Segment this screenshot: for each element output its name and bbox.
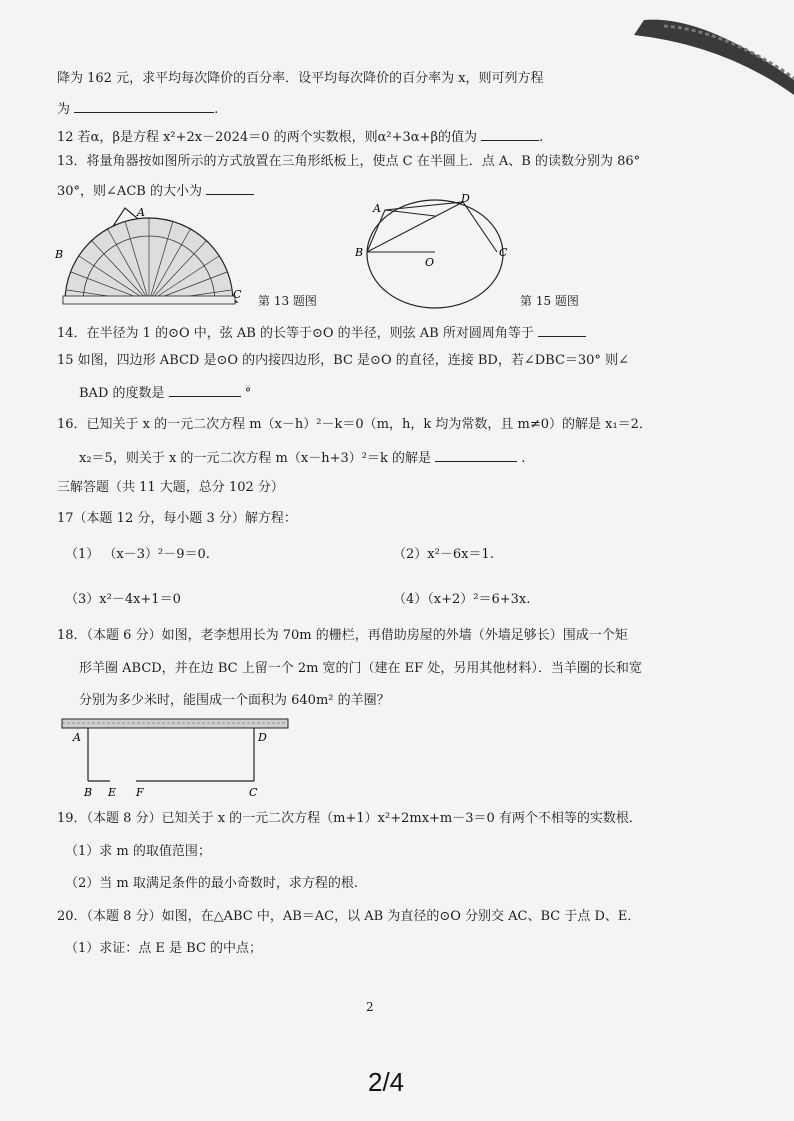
fig18-label-c: C (249, 786, 258, 799)
fig15-label-c: C (499, 246, 508, 259)
q11-prefix: 为 (57, 102, 71, 117)
q19-part1: （1）求 m 的取值范围； (65, 844, 211, 859)
q17-part1: （1） （x－3）²－9＝0. (65, 547, 210, 562)
q13-answer-blank[interactable] (206, 180, 254, 195)
fig15-label-a: A (373, 202, 381, 215)
fig18-label-a: A (73, 731, 81, 744)
q19-part2: （2）当 m 取满足条件的最小奇数时，求方程的根. (65, 876, 358, 891)
q14 (57, 322, 586, 343)
q13-line2 (57, 180, 254, 201)
q16-line1: 16．已知关于 x 的一元二次方程 m（x－h）²－k＝0（m，h，k 均为常数，且 m≠0）的解是 x₁＝2． (57, 417, 652, 432)
q12: 12 若α，β是方程 x²+2x－2024＝0 的两个实数根，则α²+3α+β的值为 . (57, 126, 543, 147)
scan-shadow-artifact (634, 0, 794, 95)
q15-suffix: ° (244, 386, 252, 401)
house-wall (62, 719, 288, 728)
fig13-label-a: A (137, 206, 145, 219)
page-number: 2 (366, 1000, 374, 1014)
q14-text: 14．在半径为 1 的⊙O 中，弦 AB 的长等于⊙O 的半径，则弦 AB 所对圆周角等于 (57, 326, 534, 341)
q17-part2: （2）x²－6x＝1. (393, 547, 494, 562)
q13-text: 30°，则∠ACB 的大小为 (57, 184, 202, 199)
q11-line1: 降为 162 元，求平均每次降价的百分率．设平均每次降价的百分率为 x，则可列方程 (57, 71, 544, 86)
fig18-label-b: B (84, 786, 93, 799)
q18-line3: 分别为多少米时，能围成一个面积为 640m² 的羊圈？ (79, 693, 390, 708)
q20-part1: （1）求证：点 E 是 BC 的中点； (65, 941, 263, 956)
fig13-caption: 第 13 题图 (258, 294, 317, 308)
page-indicator: 2/4 (368, 1067, 405, 1097)
q12-text: 12 若α，β是方程 x²+2x－2024＝0 的两个实数根，则α²+3α+β的值为 (57, 130, 477, 145)
chord-bd (367, 202, 463, 252)
q20-line1: 20．（本题 8 分）如图，在△ABC 中，AB＝AC，以 AB 为直径的⊙O 分别交 AC、BC 于点 D、E． (57, 909, 641, 924)
q11-line2: 为 . (57, 98, 218, 119)
q15-prefix: BAD 的度数是 (79, 386, 165, 401)
q18-line2: 形羊圈 ABCD，并在边 BC 上留一个 2m 宽的门（建在 EF 处，另用其他材料）．当羊圈的长和宽 (79, 661, 642, 676)
fig15-label-b: B (355, 246, 364, 259)
q15-line1: 15 如图，四边形 ABCD 是⊙O 的内接四边形，BC 是⊙O 的直径，连接 BD，若∠DBC＝30° 则∠ (57, 353, 629, 368)
fig15-label-d: D (461, 192, 470, 205)
q16-line2 (79, 447, 525, 468)
q16-prefix: x₂＝5，则关于 x 的一元二次方程 m（x－h+3）²＝k 的解是 (79, 451, 431, 466)
q15-line2 (79, 382, 251, 403)
q11-answer-blank[interactable] (74, 98, 214, 113)
sheep-pen-figure (60, 717, 300, 801)
q19-line1: 19．（本题 8 分）已知关于 x 的一元二次方程（m+1）x²+2mx+m－3＝0 有两个不相等的实数根． (57, 811, 642, 826)
fig18-label-e: E (108, 786, 117, 799)
q17-title: 17（本题 12 分，每小题 3 分）解方程： (57, 511, 297, 526)
q15-answer-blank[interactable] (169, 382, 241, 397)
q17-part4: （4）（x+2）²＝6+3x. (393, 592, 531, 607)
q16-suffix: . (521, 451, 526, 466)
fig13-label-b: B (55, 248, 64, 261)
protractor-figure (55, 200, 245, 308)
circle-figure-15 (355, 192, 515, 310)
fig13-label-c: C (233, 288, 242, 301)
q16-answer-blank[interactable] (435, 447, 517, 462)
fig18-label-d: D (258, 731, 267, 744)
section3-title: 三解答题（共 11 大题，总分 102 分） (57, 480, 284, 495)
fig15-label-o: O (425, 256, 435, 269)
q18-line1: 18．（本题 6 分）如图，老李想用长为 70m 的栅栏，再借助房屋的外墙（外墙足够长）围成一个矩 (57, 628, 628, 643)
q17-part3: （3）x²－4x+1＝0 (65, 592, 181, 607)
quadrilateral-abcd (367, 202, 497, 252)
q13-line1: 13．将量角器按如图所示的方式放置在三角形纸板上，使点 C 在半圆上．点 A、B 的读数分别为 86° (57, 154, 641, 169)
q14-answer-blank[interactable] (538, 322, 586, 337)
fig15-caption: 第 15 题图 (520, 294, 579, 308)
q12-answer-blank[interactable] (481, 126, 539, 141)
fig18-label-f: F (136, 786, 144, 799)
